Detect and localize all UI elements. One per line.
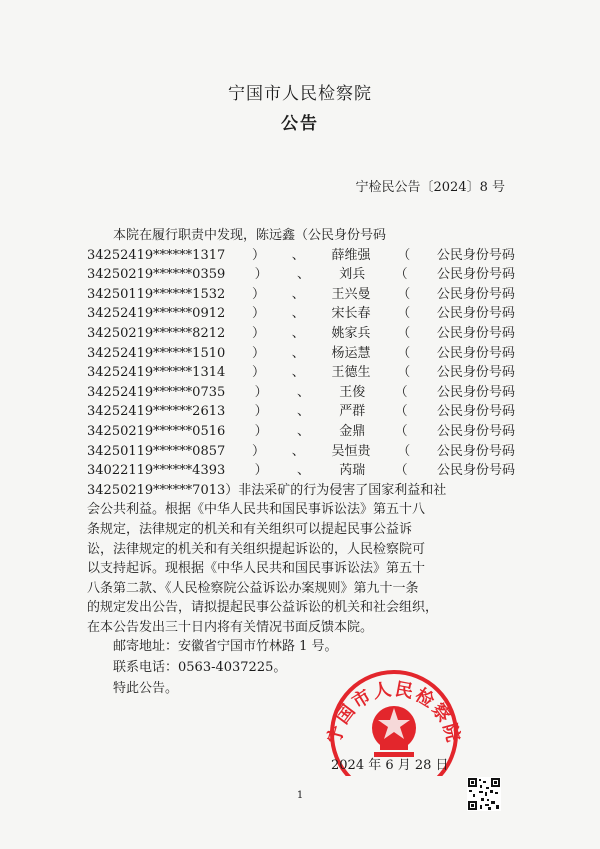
body-line: 本院在履行职责中发现，陈远鑫（公民身份号码 xyxy=(113,228,387,243)
body-line: 34250219******7013）非法采矿的行为侵害了国家利益和社 xyxy=(87,482,447,498)
announcement-date: 2024 年 6 月 28 日 xyxy=(331,758,449,773)
doc-type-title: 公告 xyxy=(281,114,319,134)
emblem-icon xyxy=(372,706,416,757)
body-line: 34250219******0516 ） 、 金鼎 （ 公民身份号码 xyxy=(87,423,515,439)
body-line: 34252419******0912 ） 、 宋长春 （ 公民身份号码 xyxy=(87,306,515,322)
qr-code-icon xyxy=(467,777,501,811)
document-number: 宁检民公告〔2024〕8 号 xyxy=(355,180,505,195)
body-line: 讼，法律规定的机关和有关组织提起诉讼的，人民检察院可 xyxy=(87,541,426,557)
body-line: 34250219******0359 ） 、 刘兵 （ 公民身份号码 xyxy=(87,267,515,283)
body-line: 34252419******1314 ） 、 王德生 （ 公民身份号码 xyxy=(87,365,515,381)
mailing-address: 邮寄地址：安徽省宁国市竹林路 1 号。 xyxy=(113,639,338,655)
announcement-body xyxy=(87,226,515,700)
page-number: 1 xyxy=(296,790,304,801)
contact-phone: 联系电话：0563-4037225。 xyxy=(113,660,287,676)
body-line: 34250219******8212 ） 、 姚家兵 （ 公民身份号码 xyxy=(87,325,515,341)
body-line: 34250119******1532 ） 、 王兴曼 （ 公民身份号码 xyxy=(87,286,515,302)
body-line: 34250119******0857 ） 、 吴恒贵 （ 公民身份号码 xyxy=(87,443,515,459)
closing-text: 特此公告。 xyxy=(113,681,179,697)
body-line: 34252419******0735 ） 、 王俊 （ 公民身份号码 xyxy=(87,384,515,400)
seal-text: 宁国市人民检察院 xyxy=(323,678,465,746)
body-line: 34252419******1510 ） 、 杨运慧 （ 公民身份号码 xyxy=(87,345,515,361)
body-line: 八条第二款、《人民检察院公益诉讼办案规则》第九十一条 xyxy=(87,580,419,596)
body-line: 的规定发出公告，请拟提起民事公益诉讼的机关和社会组织， xyxy=(87,600,439,616)
org-title: 宁国市人民检察院 xyxy=(228,84,372,104)
body-line: 34252419******1317 ） 、 薛维强 （ 公民身份号码 xyxy=(87,247,515,263)
body-line: 以支持起诉。现根据《中华人民共和国民事诉讼法》第五十 xyxy=(87,561,426,577)
body-line: 34252419******2613 ） 、 严群 （ 公民身份号码 xyxy=(87,404,515,420)
body-line: 在本公告发出三十日内将有关情况书面反馈本院。 xyxy=(87,619,374,635)
body-line: 34022119******4393 ） 、 芮瑞 （ 公民身份号码 xyxy=(87,463,515,479)
body-line: 条规定，法律规定的机关和有关组织可以提起民事公益诉 xyxy=(87,521,413,537)
body-line: 会公共利益。根据《中华人民共和国民事诉讼法》第五十八 xyxy=(87,502,426,518)
